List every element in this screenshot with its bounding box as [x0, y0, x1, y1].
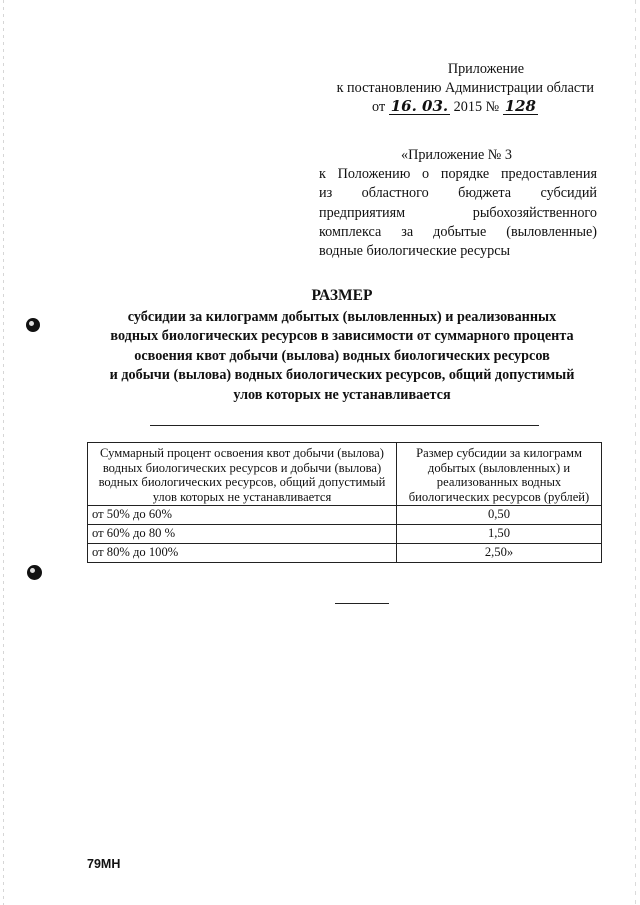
- appendix-resolution: к постановлению Администрации области: [336, 80, 594, 96]
- appendix-header: [294, 60, 594, 117]
- row-amount: 1,50: [397, 525, 602, 544]
- row-amount: 2,50»: [397, 544, 602, 563]
- title-main: РАЗМЕР: [311, 287, 373, 304]
- row-range: от 80% до 100%: [88, 544, 397, 563]
- document-title: [78, 286, 606, 406]
- regulation-line-4: предприятиям рыбохозяйственного: [319, 204, 597, 221]
- row-amount: 0,50: [397, 506, 602, 525]
- table-row: [88, 525, 602, 544]
- row-range: от 50% до 60%: [88, 506, 397, 525]
- regulation-reference: [319, 146, 597, 261]
- punch-hole-top: [26, 318, 40, 332]
- title-underline-divider: [150, 425, 539, 426]
- footer-code: 79МН: [87, 857, 121, 871]
- punch-hole-bottom: [27, 565, 42, 580]
- table-header-row: [88, 443, 602, 506]
- regulation-line-2: к Положению о порядке предоставления: [319, 166, 597, 183]
- end-divider: [335, 603, 389, 604]
- row-range: от 60% до 80 %: [88, 525, 397, 544]
- title-line-2: водных биологических ресурсов в зависимости от суммарного процента: [110, 328, 574, 345]
- handwritten-number: 128: [504, 97, 536, 115]
- header-quota-percent: Суммарный процент освоения квот добычи (вылова) водных биологических ресурсов и добычи (вылова) водных биологических ресурсов, общий допустимый улов которых не устанавливается: [88, 443, 397, 506]
- regulation-line-1: «Приложение № 3: [401, 147, 512, 163]
- header-subsidy-amount: Размер субсидии за килограмм добытых (выловленных) и реализованных водных биологических ресурсов (рублей): [397, 443, 602, 506]
- date-year: 2015 №: [453, 99, 500, 115]
- subsidy-table: [87, 442, 602, 563]
- title-line-5: улов которых не устанавливается: [233, 386, 451, 403]
- appendix-title: Приложение: [447, 61, 524, 77]
- title-line-1: субсидии за килограмм добытых (выловленных) и реализованных: [127, 308, 557, 325]
- title-line-3: освоения квот добычи (вылова) водных биологических ресурсов: [134, 347, 550, 364]
- regulation-line-5: комплекса за добытые (выловленные): [319, 223, 597, 240]
- regulation-line-3: из областного бюджета субсидий: [319, 185, 597, 202]
- table-row: [88, 506, 602, 525]
- table-row: [88, 544, 602, 563]
- handwritten-date: 16. 03.: [390, 97, 449, 115]
- regulation-line-6: водные биологические ресурсы: [319, 243, 511, 260]
- title-line-4: и добычи (вылова) водных биологических ресурсов, общий допустимый: [109, 367, 575, 384]
- appendix-date-line: [294, 98, 594, 117]
- date-prefix: от: [372, 99, 386, 115]
- scan-edge-left: [3, 0, 4, 905]
- scan-edge-right: [635, 0, 636, 905]
